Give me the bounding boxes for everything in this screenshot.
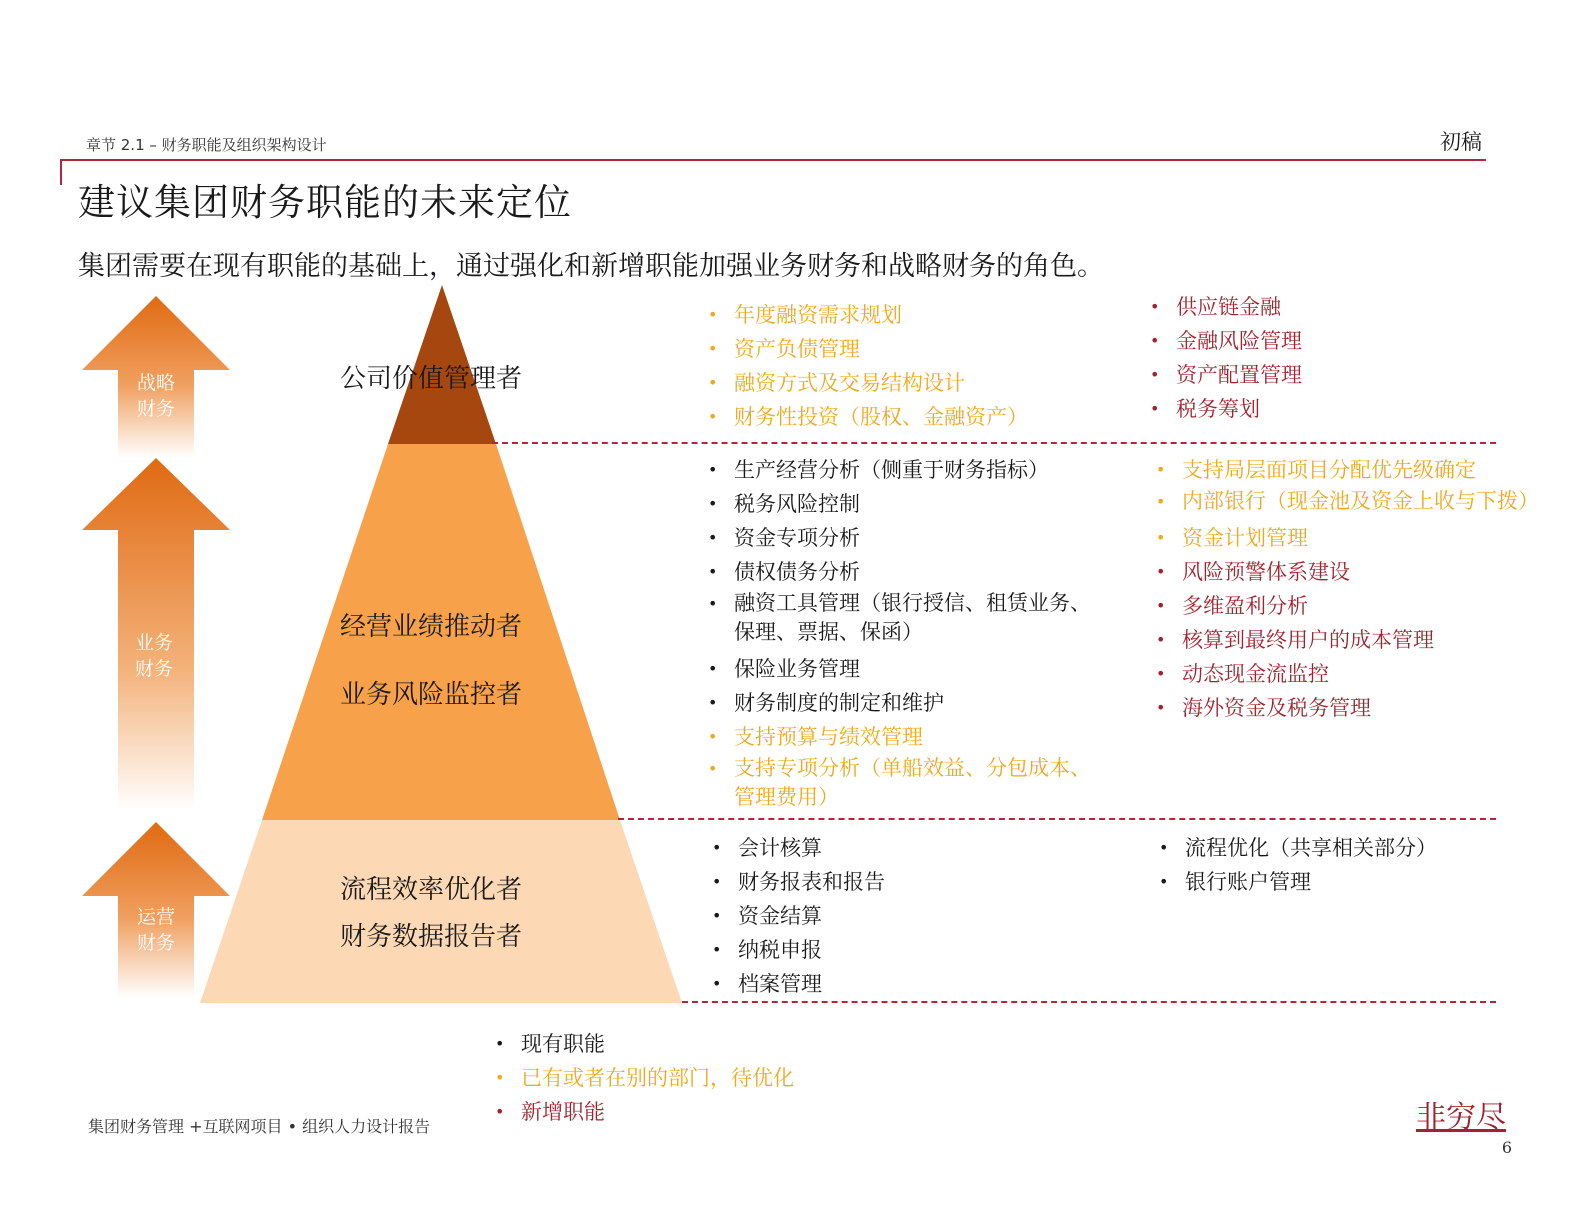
list-item: • 风险预警体系建设	[1154, 555, 1544, 589]
role-process-optimizer: 流程效率优化者	[340, 875, 523, 905]
business-finance-label	[124, 630, 184, 682]
legend	[493, 1027, 913, 1129]
operations-list-1	[710, 831, 1090, 1001]
strategic-finance-label	[126, 370, 186, 422]
header-rule	[60, 159, 1486, 161]
list-item: • 债权债务分析	[706, 555, 1096, 589]
list-item: • 融资工具管理（银行授信、租赁业务、保理、票据、保函）	[706, 589, 1096, 652]
list-item: • 税务筹划	[1148, 392, 1528, 426]
arrow-label-line: 财务	[134, 658, 173, 680]
list-item: • 核算到最终用户的成本管理	[1154, 623, 1544, 657]
list-item: • 内部银行（现金池及资金上收与下拨）	[1154, 487, 1544, 521]
role-value-manager: 公司价值管理者	[340, 364, 523, 394]
tier-separator	[492, 442, 1496, 444]
legend-new: • 新增职能	[493, 1095, 913, 1129]
arrow-label-line: 业务	[134, 632, 173, 654]
legend-to-optimize: • 已有或者在别的部门，待优化	[493, 1061, 913, 1095]
page-title: 建议集团财务职能的未来定位	[78, 181, 572, 224]
list-item: • 会计核算	[710, 831, 1090, 865]
list-item: • 动态现金流监控	[1154, 657, 1544, 691]
list-item: • 财务性投资（股权、金融资产）	[706, 400, 1126, 434]
business-list-1	[706, 453, 1096, 817]
strategic-list-1	[706, 298, 1126, 434]
role-data-reporter: 财务数据报告者	[340, 922, 523, 952]
arrow-label-line: 战略	[136, 372, 175, 394]
list-item: • 资金专项分析	[706, 521, 1096, 555]
list-item: • 海外资金及税务管理	[1154, 691, 1544, 725]
list-item: • 融资方式及交易结构设计	[706, 366, 1126, 400]
operations-finance-label	[126, 904, 186, 956]
page-number: 6	[1501, 1138, 1512, 1157]
list-item: • 资产负债管理	[706, 332, 1126, 366]
list-item: • 资产配置管理	[1148, 358, 1528, 392]
list-item: • 财务制度的制定和维护	[706, 686, 1096, 720]
list-item: • 税务风险控制	[706, 487, 1096, 521]
list-item: • 财务报表和报告	[710, 865, 1090, 899]
list-item: • 支持专项分析（单船效益、分包成本、管理费用）	[706, 754, 1096, 817]
pyramid-bottom-tier	[200, 820, 682, 1003]
business-list-2	[1154, 453, 1544, 725]
role-risk-monitor: 业务风险监控者	[340, 680, 523, 710]
list-item: • 流程优化（共享相关部分）	[1157, 831, 1537, 865]
list-item: • 生产经营分析（侧重于财务指标）	[706, 453, 1096, 487]
list-item: • 资金结算	[710, 899, 1090, 933]
list-item: • 银行账户管理	[1157, 865, 1537, 899]
arrow-label-line: 财务	[136, 932, 175, 954]
draft-label: 初稿	[1440, 130, 1482, 154]
list-item: • 多维盈利分析	[1154, 589, 1544, 623]
list-item: • 支持局层面项目分配优先级确定	[1154, 453, 1544, 487]
list-item: • 支持预算与绩效管理	[706, 720, 1096, 754]
list-item: • 供应链金融	[1148, 290, 1528, 324]
arrow-label-line: 财务	[136, 398, 175, 420]
tier-separator	[682, 1001, 1496, 1003]
list-item: • 纳税申报	[710, 933, 1090, 967]
header-rule-tick	[60, 159, 62, 185]
arrow-label-line: 运营	[136, 906, 175, 928]
role-performance-driver: 经营业绩推动者	[340, 612, 523, 642]
list-item: • 保险业务管理	[706, 652, 1096, 686]
operations-list-2	[1157, 831, 1537, 899]
legend-existing: • 现有职能	[493, 1027, 913, 1061]
list-item: • 档案管理	[710, 967, 1090, 1001]
footer-project: 集团财务管理 +互联网项目 • 组织人力设计报告	[88, 1117, 431, 1136]
tier-separator	[618, 818, 1496, 820]
list-item: • 金融风险管理	[1148, 324, 1528, 358]
non-exhaustive-label: 非穷尽	[1416, 1100, 1506, 1135]
strategic-list-2	[1148, 290, 1528, 426]
page-subtitle: 集团需要在现有职能的基础上，通过强化和新增职能加强业务财务和战略财务的角色。	[78, 251, 1104, 282]
section-label: 章节 2.1 – 财务职能及组织架构设计	[86, 136, 327, 154]
list-item: • 年度融资需求规划	[706, 298, 1126, 332]
list-item: • 资金计划管理	[1154, 521, 1544, 555]
